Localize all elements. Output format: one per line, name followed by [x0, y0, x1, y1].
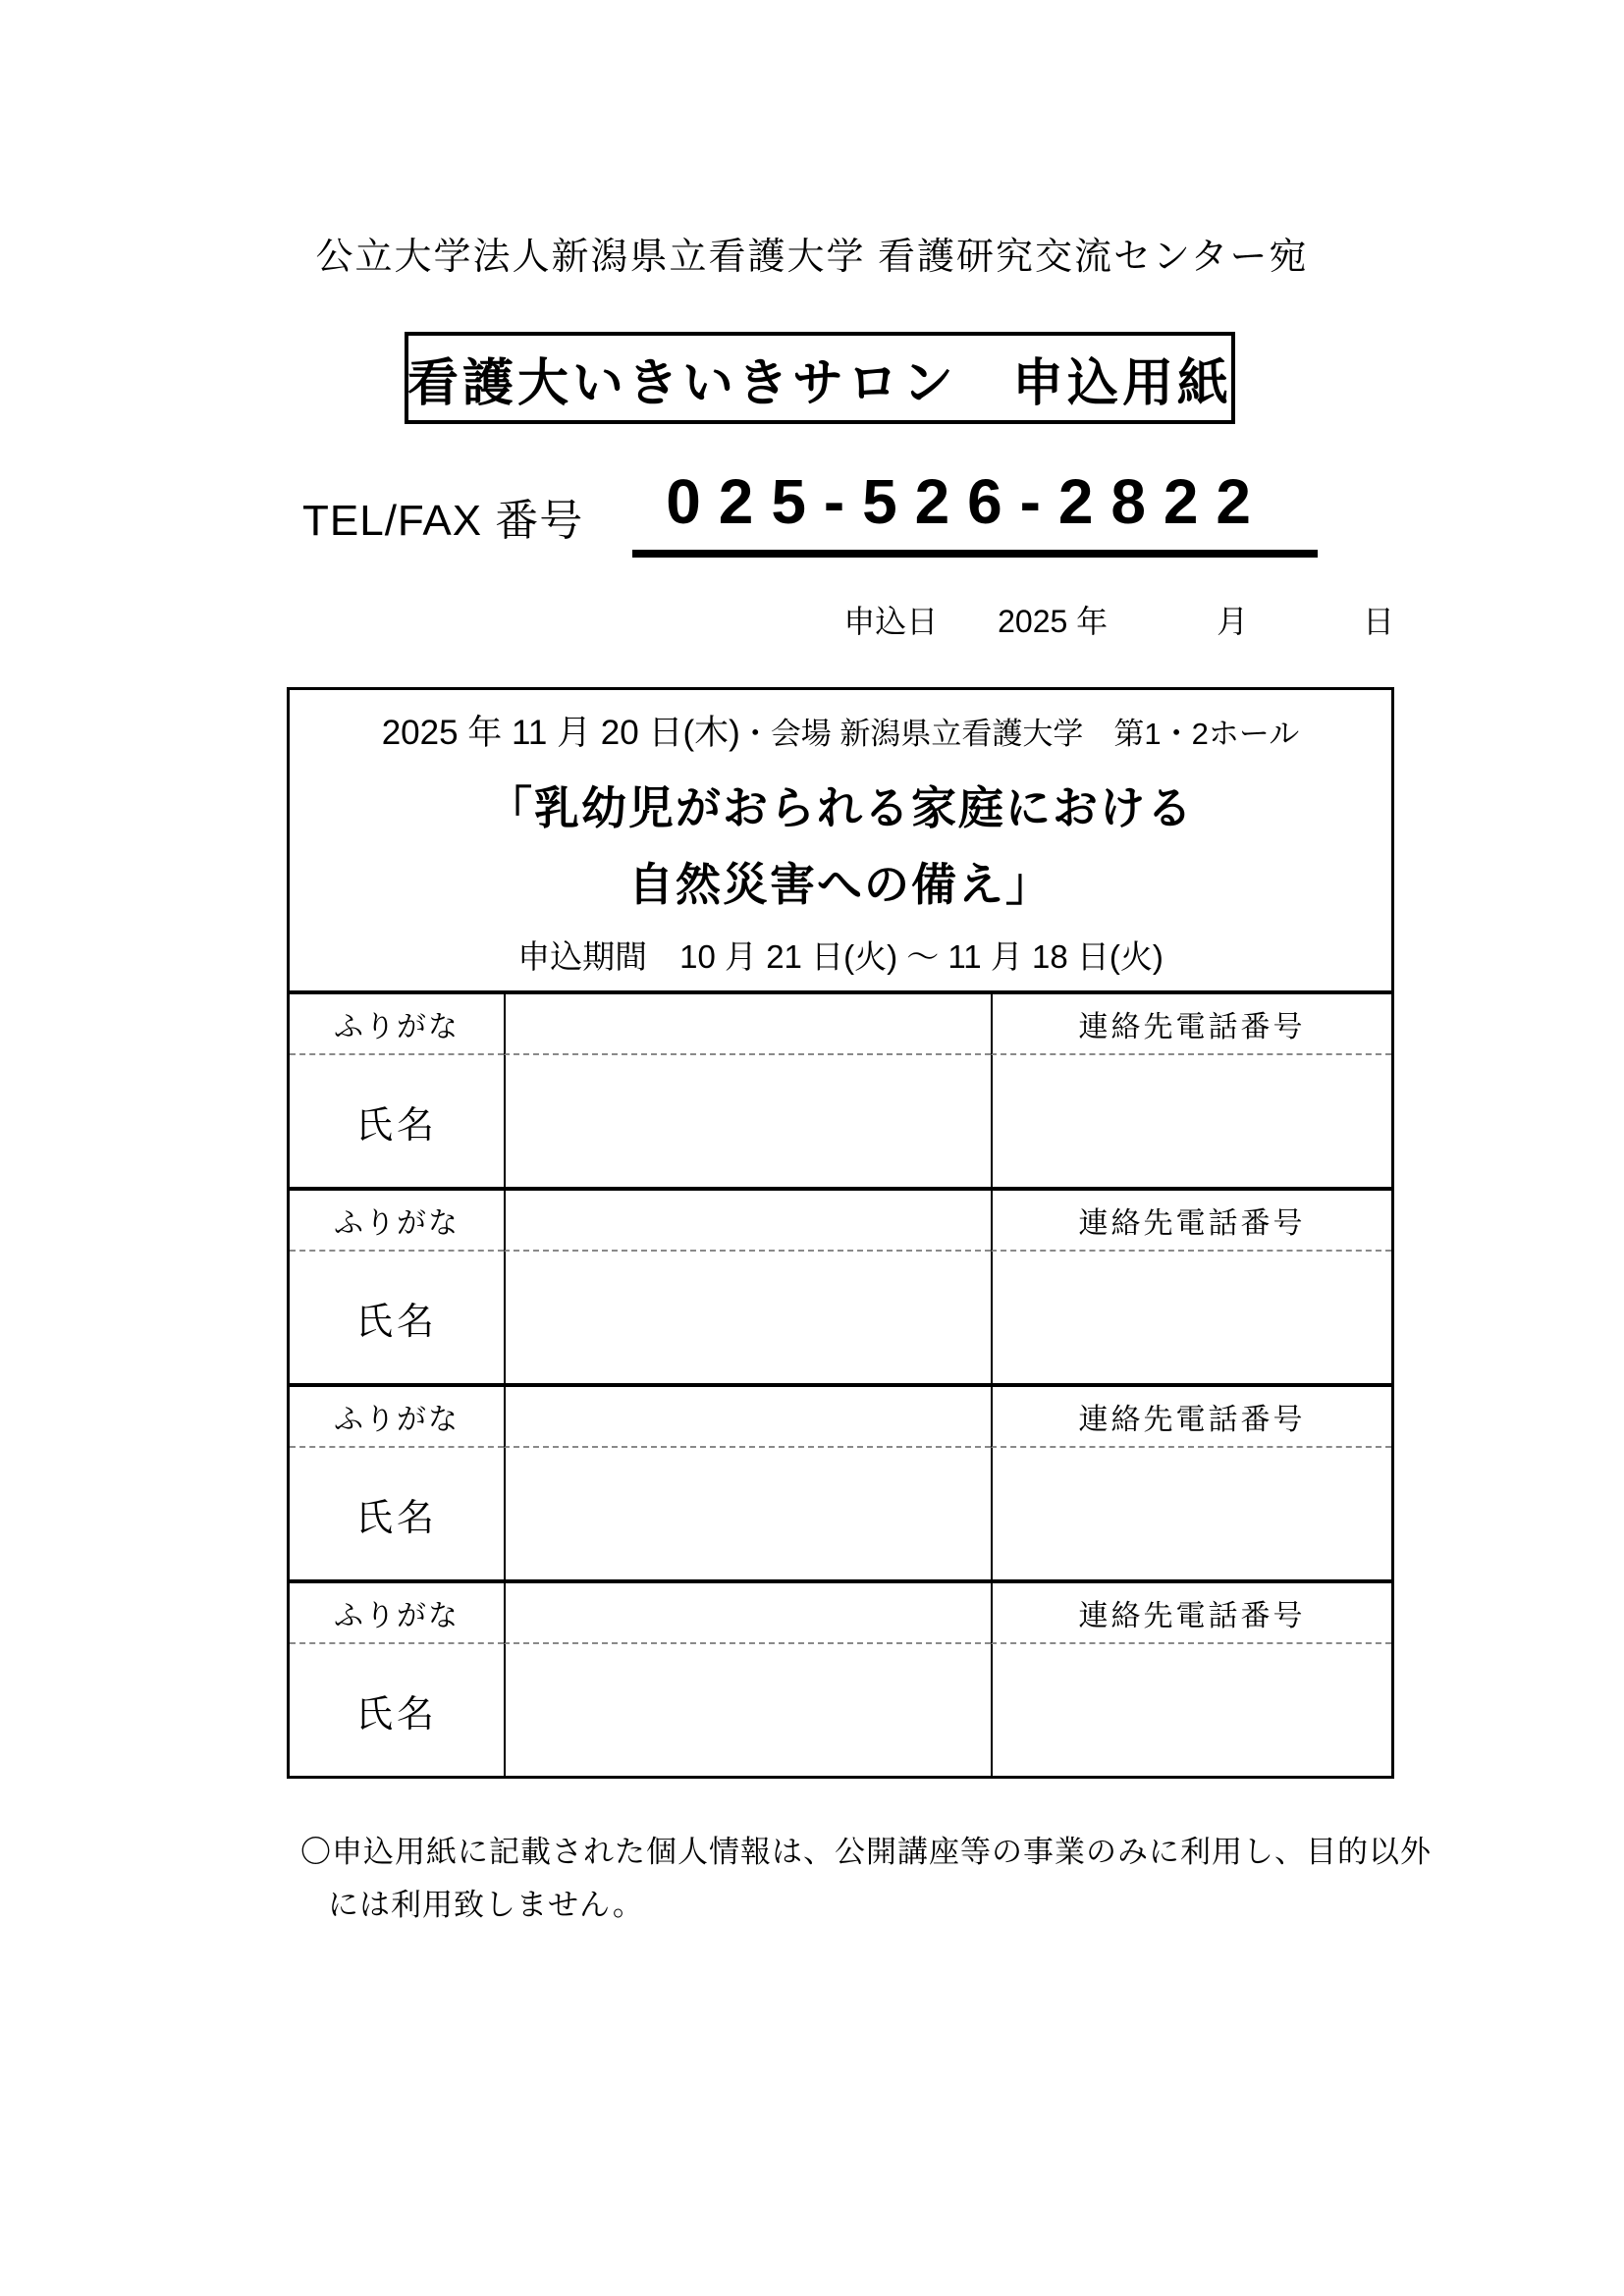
telfax-row — [302, 465, 1318, 558]
application-date-label: 申込日 — [843, 604, 939, 639]
furigana-input-cell[interactable] — [504, 1583, 991, 1644]
name-input-cell[interactable] — [504, 1055, 991, 1187]
name-label: 氏名 — [354, 1104, 438, 1147]
phone-input-cell[interactable] — [991, 1252, 1391, 1383]
phone-label: 連絡先電話番号 — [991, 1191, 1391, 1252]
privacy-note-line2: には利用致しません。 — [328, 1888, 644, 1922]
phone-label: 連絡先電話番号 — [991, 994, 1391, 1055]
furigana-input-cell[interactable] — [504, 994, 991, 1055]
form-title: 看護大いきいきサロン 申込用紙 — [407, 354, 1233, 412]
furigana-label: ふりがな — [290, 994, 504, 1055]
applicant-block-2 — [290, 1187, 1391, 1383]
application-date-line — [287, 597, 1394, 642]
name-input-cell[interactable] — [504, 1448, 991, 1579]
form-title-box — [405, 332, 1235, 424]
furigana-label: ふりがな — [290, 1387, 504, 1448]
event-venue: ・会場 新潟県立看護大学 第1・2ホール — [739, 717, 1300, 751]
applicant-block-4 — [290, 1579, 1391, 1776]
furigana-label: ふりがな — [290, 1583, 504, 1644]
applicant-table — [287, 687, 1394, 1779]
phone-input-cell[interactable] — [991, 1055, 1391, 1187]
event-title-line2: 自然災害への備え」 — [628, 859, 1053, 910]
name-label: 氏名 — [354, 1301, 438, 1343]
applicant-block-1 — [290, 994, 1391, 1187]
application-date-month-label: 月 — [1217, 604, 1249, 639]
privacy-note-line1: 〇申込用紙に記載された個人情報は、公開講座等の事業のみに利用し、目的以外 — [300, 1835, 1432, 1869]
application-date-year: 2025 年 — [998, 604, 1109, 639]
phone-input-cell[interactable] — [991, 1644, 1391, 1776]
name-label: 氏名 — [354, 1497, 438, 1539]
furigana-input-cell[interactable] — [504, 1191, 991, 1252]
application-period: 申込期間 10 月 21 日(火) ～ 11 月 18 日(火) — [517, 938, 1164, 975]
name-label: 氏名 — [354, 1693, 438, 1735]
name-input-cell[interactable] — [504, 1644, 991, 1776]
telfax-number: 025-526-2822 — [632, 465, 1318, 558]
telfax-label: TEL/FAX 番号 — [302, 497, 584, 545]
furigana-input-cell[interactable] — [504, 1387, 991, 1448]
event-title-line1: 「乳幼児がおられる家庭における — [487, 782, 1194, 833]
privacy-note — [300, 1826, 1432, 1932]
event-date-venue — [290, 706, 1391, 755]
name-input-cell[interactable] — [504, 1252, 991, 1383]
event-header — [290, 690, 1391, 994]
recipient-line: 公立大学法人新潟県立看護大学 看護研究交流センター宛 — [315, 237, 1309, 278]
application-date-day-label: 日 — [1362, 604, 1394, 639]
phone-label: 連絡先電話番号 — [991, 1387, 1391, 1448]
event-date: 2025 年 11 月 20 日(木) — [381, 714, 740, 752]
phone-input-cell[interactable] — [991, 1448, 1391, 1579]
applicant-block-3 — [290, 1383, 1391, 1579]
furigana-label: ふりがな — [290, 1191, 504, 1252]
phone-label: 連絡先電話番号 — [991, 1583, 1391, 1644]
